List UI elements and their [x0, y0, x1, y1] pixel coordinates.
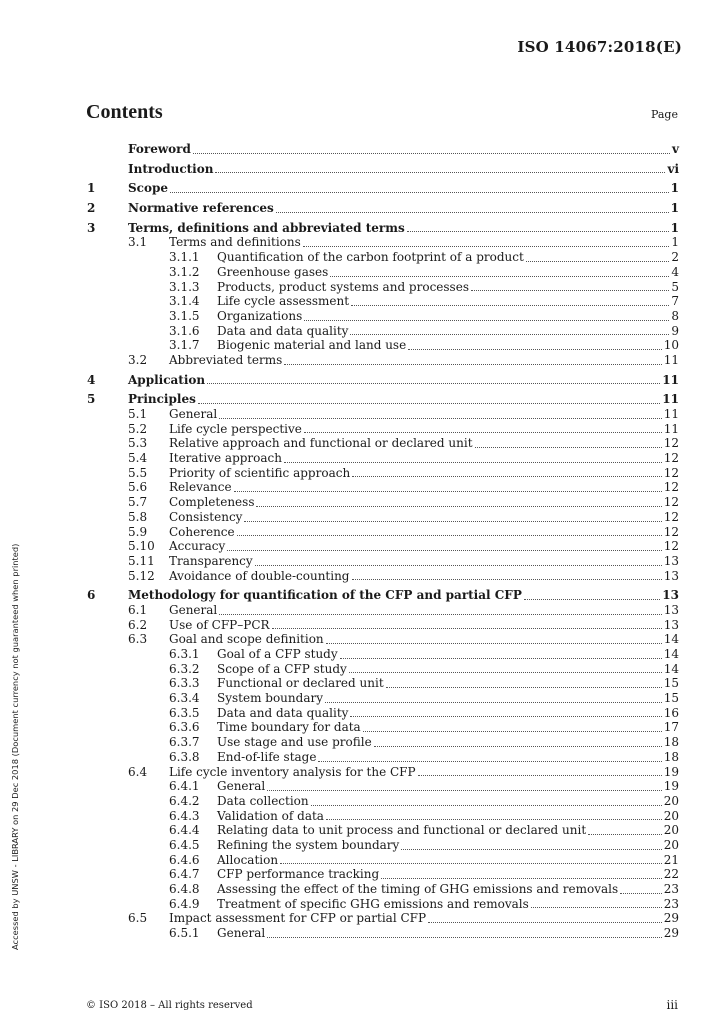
toc-entry-page[interactable]: 11 — [662, 392, 679, 407]
dot-leader — [244, 521, 661, 522]
toc-entry-title[interactable]: Application — [128, 372, 206, 387]
toc-entry-number: 5.1 — [128, 407, 148, 421]
toc-entry-page[interactable]: 20 — [663, 823, 679, 838]
toc-entry-number: 6.4.6 — [169, 852, 200, 867]
toc-entry[interactable] — [86, 451, 679, 466]
toc-entry[interactable] — [86, 510, 679, 525]
toc-entry-title[interactable]: Scope of a CFP study — [217, 661, 347, 676]
toc-entry[interactable] — [86, 436, 679, 451]
toc-entry-page[interactable]: 12 — [663, 480, 679, 495]
toc-entry-page[interactable]: 13 — [663, 568, 679, 583]
toc-entry-number: 6.2 — [128, 617, 148, 632]
toc-entry-page[interactable]: 18 — [663, 749, 679, 764]
toc-entry[interactable] — [86, 569, 679, 584]
toc-entry[interactable] — [86, 867, 679, 882]
toc-entry[interactable] — [86, 853, 679, 868]
toc-entry-number: 6.3.8 — [169, 749, 200, 764]
toc-entry-number: 5.10 — [128, 539, 155, 554]
toc-entry-page[interactable]: 7 — [671, 294, 679, 309]
toc-entry-page[interactable]: 15 — [663, 691, 679, 706]
toc-entry-page[interactable]: 11 — [663, 421, 679, 436]
toc-entry-title[interactable]: Principles — [128, 392, 196, 407]
toc-entry-page[interactable]: 4 — [671, 264, 679, 279]
toc-entry-title[interactable]: Abbreviated terms — [169, 352, 283, 367]
toc-entry[interactable] — [86, 324, 679, 339]
toc-entry-title[interactable]: Goal and scope definition — [169, 632, 324, 647]
toc-entry[interactable] — [86, 779, 679, 794]
toc-entry-page[interactable]: 11 — [663, 407, 679, 421]
toc-entry-number: 3.1.4 — [169, 294, 200, 309]
toc-entry-title[interactable]: General — [217, 779, 266, 794]
toc-entry-title[interactable]: Priority of scientific approach — [169, 465, 351, 480]
toc-entry[interactable] — [86, 720, 679, 735]
dot-leader — [304, 320, 669, 321]
toc-entry-title[interactable]: Life cycle inventory analysis for the CFP — [169, 764, 416, 779]
toc-entry-number: 6.4 — [128, 764, 148, 779]
toc-entry[interactable] — [86, 480, 679, 495]
dot-leader — [255, 565, 662, 566]
toc-entry[interactable] — [86, 221, 679, 236]
toc-entry-title[interactable]: General — [217, 926, 266, 941]
toc-entry-number: 3.1 — [128, 235, 148, 250]
toc-entry[interactable] — [86, 201, 679, 216]
toc-entry[interactable] — [86, 603, 679, 618]
toc-entry-title[interactable]: Life cycle perspective — [169, 421, 302, 436]
dot-leader — [401, 849, 661, 850]
toc-entry[interactable] — [86, 265, 679, 280]
toc-entry[interactable] — [86, 294, 679, 309]
dot-leader — [524, 599, 660, 600]
dot-leader — [349, 672, 662, 673]
dot-leader — [325, 702, 662, 703]
toc-entry-title[interactable]: Consistency — [169, 509, 243, 524]
toc-entry-title[interactable]: Use of CFP–PCR — [169, 617, 270, 632]
toc-entry-number: 6.4.2 — [169, 793, 200, 808]
toc-entry-page[interactable]: 13 — [663, 553, 679, 568]
dot-leader — [272, 628, 662, 629]
toc-entry-page[interactable]: 12 — [663, 495, 679, 510]
toc-entry[interactable] — [86, 392, 679, 407]
toc-entry-number: 5.2 — [128, 421, 148, 436]
toc-entry-page[interactable]: 29 — [663, 911, 679, 926]
toc-entry-number: 6.4.8 — [169, 882, 200, 896]
dot-leader — [340, 658, 662, 659]
dot-leader — [318, 761, 661, 762]
toc-entry[interactable] — [86, 338, 679, 353]
toc-entry[interactable] — [86, 676, 679, 691]
toc-entry-page[interactable]: 11 — [662, 372, 679, 387]
toc-entry[interactable] — [86, 926, 679, 941]
toc-entry-page[interactable]: 12 — [663, 509, 679, 524]
toc-entry-number: 5.7 — [128, 495, 148, 510]
dot-leader — [330, 276, 669, 277]
toc-entry-page[interactable]: 2 — [671, 250, 679, 265]
toc-entry-title[interactable]: Relevance — [169, 480, 232, 495]
toc-entry[interactable] — [86, 235, 679, 250]
toc-entry-number: 3.1.3 — [169, 279, 200, 294]
toc-entry-number: 6.4.9 — [169, 896, 200, 911]
toc-entry[interactable] — [86, 309, 679, 324]
toc-entry-page[interactable]: 15 — [663, 676, 679, 691]
toc-entry-title[interactable]: Quantification of the carbon footprint of a product — [217, 250, 524, 265]
contents-title: Contents — [86, 101, 163, 123]
toc-entry-number: 5.9 — [128, 524, 148, 539]
toc-entry[interactable] — [86, 466, 679, 481]
toc-entry-title[interactable]: Introduction — [128, 161, 214, 176]
dot-leader — [284, 364, 661, 365]
standard-code: ISO 14067:2018(E) — [517, 38, 682, 56]
toc-entry-number: 6.4.5 — [169, 837, 200, 852]
dot-leader — [381, 878, 662, 879]
toc-entry-page[interactable]: 11 — [663, 352, 679, 367]
toc-entry-page[interactable]: 12 — [663, 436, 679, 451]
toc-entry-page[interactable]: 12 — [663, 451, 679, 466]
toc-entry-page[interactable]: 8 — [671, 308, 679, 323]
toc-entry-number: 3.1.7 — [169, 338, 200, 353]
toc-entry-title[interactable]: Assessing the effect of the timing of GHG emissions and removals — [217, 882, 619, 896]
toc-entry-title[interactable]: CFP performance tracking — [217, 867, 380, 882]
toc-entry-title[interactable]: Time boundary for data — [217, 720, 361, 735]
dot-leader — [219, 418, 661, 419]
footer-page-number: iii — [666, 998, 678, 1012]
toc-entry-number: 3 — [87, 220, 96, 235]
access-watermark: Accessed by UNSW - LIBRARY on 29 Dec 2018 (Document currency not guaranteed when printed) — [10, 543, 20, 950]
toc-entry-title[interactable]: Data and data quality — [217, 323, 349, 338]
toc-entry-page[interactable]: 19 — [663, 764, 679, 779]
toc-entry[interactable] — [86, 525, 679, 540]
toc-entry-number: 5.6 — [128, 480, 148, 495]
dot-leader — [170, 192, 669, 193]
toc-entry[interactable] — [86, 735, 679, 750]
dot-leader — [526, 261, 670, 262]
toc-entry[interactable] — [86, 750, 679, 765]
toc-entry[interactable] — [86, 495, 679, 510]
toc-entry-number: 6 — [87, 588, 96, 603]
toc-entry-page[interactable]: 18 — [663, 735, 679, 750]
toc-entry-number: 6.4.4 — [169, 823, 200, 838]
toc-entry-number: 6.3.1 — [169, 647, 200, 661]
toc-entry-number: 6.3.3 — [169, 676, 200, 691]
toc-entry[interactable] — [86, 588, 679, 603]
toc-entry-title[interactable]: Allocation — [217, 852, 279, 867]
toc-entry-page[interactable]: 14 — [663, 632, 679, 647]
dot-leader — [284, 462, 662, 463]
toc-entry-number: 3.1.5 — [169, 308, 200, 323]
toc-entry-page[interactable]: 1 — [670, 181, 679, 196]
toc-entry-page[interactable]: 29 — [663, 926, 679, 941]
toc-entry[interactable] — [86, 882, 679, 897]
dot-leader — [407, 231, 669, 232]
dot-leader — [193, 153, 670, 154]
dot-leader — [267, 790, 661, 791]
dot-leader — [256, 506, 661, 507]
toc-entry-number: 3.1.6 — [169, 323, 200, 338]
toc-entry[interactable] — [86, 554, 679, 569]
toc-entry-number: 5.11 — [128, 553, 155, 568]
toc-entry[interactable] — [86, 838, 679, 853]
footer-copyright: © ISO 2018 – All rights reserved — [86, 1000, 253, 1011]
toc-entry-title[interactable]: General — [169, 407, 218, 421]
toc-entry[interactable] — [86, 897, 679, 912]
toc-entry-page[interactable]: 21 — [663, 852, 679, 867]
dot-leader — [276, 212, 669, 213]
toc-entry-title[interactable]: Data collection — [217, 793, 309, 808]
toc-entry[interactable] — [86, 706, 679, 721]
toc-entry-title[interactable]: Foreword — [128, 142, 191, 156]
toc-entry[interactable] — [86, 373, 679, 388]
toc-entry-title[interactable]: Transparency — [169, 553, 253, 568]
table-of-contents — [86, 142, 679, 941]
toc-entry-page[interactable]: 13 — [662, 588, 679, 603]
dot-leader — [428, 922, 662, 923]
dot-leader — [215, 172, 665, 173]
dot-leader — [620, 893, 662, 894]
toc-entry-title[interactable]: Products, product systems and processes — [217, 279, 469, 294]
dot-leader — [350, 716, 661, 717]
toc-entry-number: 6.4.1 — [169, 779, 200, 794]
toc-entry-page[interactable]: 1 — [670, 201, 679, 216]
toc-entry-number: 6.1 — [128, 602, 148, 617]
dot-leader — [352, 579, 662, 580]
toc-entry-number: 6.4.3 — [169, 808, 200, 823]
toc-entry-page[interactable]: 22 — [663, 867, 679, 882]
toc-entry[interactable] — [86, 353, 679, 368]
toc-entry-page[interactable]: 1 — [670, 220, 679, 235]
dot-leader — [471, 290, 669, 291]
toc-entry-number: 6.3.4 — [169, 691, 200, 706]
toc-entry-number: 6.3 — [128, 632, 148, 647]
toc-entry-number: 1 — [87, 181, 96, 196]
toc-entry-page[interactable]: 20 — [663, 793, 679, 808]
toc-entry-page[interactable]: 12 — [663, 524, 679, 539]
toc-entry-number: 5 — [87, 392, 96, 407]
page-column-label: Page — [650, 108, 678, 121]
toc-entry-title[interactable]: Coherence — [169, 524, 235, 539]
toc-entry-title[interactable]: Completeness — [169, 495, 255, 510]
toc-entry-page[interactable]: 12 — [663, 465, 679, 480]
toc-entry-number: 5.12 — [128, 568, 155, 583]
toc-entry-page[interactable]: 9 — [671, 323, 679, 338]
toc-entry[interactable] — [86, 911, 679, 926]
toc-entry[interactable] — [86, 142, 679, 157]
toc-entry-title[interactable]: Iterative approach — [169, 451, 282, 466]
dot-leader — [234, 491, 662, 492]
dot-leader — [198, 403, 660, 404]
dot-leader — [207, 383, 660, 384]
toc-entry-page[interactable]: 14 — [663, 647, 679, 661]
dot-leader — [267, 937, 661, 938]
dot-leader — [351, 305, 669, 306]
dot-leader — [326, 819, 662, 820]
toc-entry-number: 6.5 — [128, 911, 148, 926]
toc-entry-title[interactable]: Treatment of specific GHG emissions and removals — [217, 896, 529, 911]
toc-entry[interactable] — [86, 181, 679, 196]
toc-entry-page[interactable]: 5 — [671, 279, 679, 294]
toc-entry[interactable] — [86, 809, 679, 824]
toc-entry-title[interactable]: Life cycle assessment — [217, 294, 350, 309]
toc-entry-page[interactable]: 20 — [663, 808, 679, 823]
toc-entry[interactable] — [86, 662, 679, 677]
toc-entry-title[interactable]: Impact assessment for CFP or partial CFP — [169, 911, 427, 926]
toc-entry-title[interactable]: Organizations — [217, 308, 303, 323]
toc-entry[interactable] — [86, 539, 679, 554]
toc-entry-title[interactable]: Greenhouse gases — [217, 264, 329, 279]
toc-entry-title[interactable]: System boundary — [217, 691, 323, 706]
toc-entry-title[interactable]: Functional or declared unit — [217, 676, 384, 691]
dot-leader — [326, 643, 662, 644]
toc-entry[interactable] — [86, 162, 679, 177]
toc-entry-title[interactable]: End-of-life stage — [217, 749, 317, 764]
dot-leader — [588, 834, 662, 835]
dot-leader — [352, 476, 662, 477]
toc-entry[interactable] — [86, 647, 679, 662]
toc-entry[interactable] — [86, 422, 679, 437]
dot-leader — [374, 746, 662, 747]
toc-entry-number: 6.3.7 — [169, 735, 200, 750]
toc-entry[interactable] — [86, 691, 679, 706]
dot-leader — [303, 246, 670, 247]
toc-entry-title[interactable]: Avoidance of double-counting — [169, 568, 350, 583]
toc-entry-title[interactable]: Terms and definitions — [169, 235, 301, 250]
dot-leader — [311, 805, 662, 806]
dot-leader — [386, 687, 662, 688]
dot-leader — [237, 535, 662, 536]
toc-entry-page[interactable]: 17 — [663, 720, 679, 735]
toc-entry-page[interactable]: 19 — [663, 779, 679, 794]
toc-entry[interactable] — [86, 632, 679, 647]
toc-entry[interactable] — [86, 407, 679, 422]
toc-entry-page[interactable]: 20 — [663, 837, 679, 852]
toc-entry-number: 5.4 — [128, 451, 148, 466]
toc-entry-page[interactable]: 10 — [663, 338, 679, 353]
toc-entry-page[interactable]: 1 — [671, 235, 679, 250]
toc-entry-title[interactable]: Refining the system boundary — [217, 837, 400, 852]
toc-entry-page[interactable]: 23 — [663, 882, 679, 896]
dot-leader — [304, 432, 662, 433]
dot-leader — [280, 863, 662, 864]
toc-entry-number: 5.3 — [128, 436, 148, 451]
toc-entry-number: 3.2 — [128, 352, 148, 367]
toc-entry-title[interactable]: Goal of a CFP study — [217, 647, 338, 661]
toc-entry-number: 6.4.7 — [169, 867, 200, 882]
toc-entry[interactable] — [86, 823, 679, 838]
toc-entry-page[interactable]: 12 — [663, 539, 679, 554]
toc-entry-number: 4 — [87, 372, 96, 387]
dot-leader — [227, 550, 661, 551]
toc-entry-title[interactable]: Accuracy — [169, 539, 226, 554]
toc-entry-number: 3.1.1 — [169, 250, 200, 265]
toc-entry-number: 6.5.1 — [169, 926, 200, 941]
toc-entry[interactable] — [86, 250, 679, 265]
toc-entry-page[interactable]: 14 — [663, 661, 679, 676]
toc-entry-title[interactable]: Relating data to unit process and functional or declared unit — [217, 823, 587, 838]
toc-entry-page[interactable]: 23 — [663, 896, 679, 911]
toc-entry-number: 2 — [87, 201, 96, 216]
toc-entry-title[interactable]: Biogenic material and land use — [217, 338, 407, 353]
toc-entry-page[interactable]: 13 — [663, 617, 679, 632]
toc-entry-number: 5.8 — [128, 509, 148, 524]
toc-entry-title[interactable]: General — [169, 602, 218, 617]
toc-entry-title[interactable]: Scope — [128, 181, 169, 196]
dot-leader — [418, 775, 662, 776]
toc-entry-number: 6.3.5 — [169, 705, 200, 720]
toc-entry-title[interactable]: Relative approach and functional or declared unit — [169, 436, 473, 451]
dot-leader — [531, 907, 662, 908]
toc-entry-number: 3.1.2 — [169, 264, 200, 279]
dot-leader — [475, 447, 662, 448]
toc-entry-number: 6.3.6 — [169, 720, 200, 735]
dot-leader — [363, 731, 662, 732]
toc-entry[interactable] — [86, 280, 679, 295]
toc-entry-page[interactable]: v — [672, 142, 679, 156]
toc-entry-page[interactable]: vi — [667, 161, 679, 176]
dot-leader — [350, 334, 669, 335]
toc-entry-title[interactable]: Use stage and use profile — [217, 735, 372, 750]
toc-entry-page[interactable]: 13 — [663, 602, 679, 617]
dot-leader — [219, 614, 661, 615]
toc-entry-title[interactable]: Terms, definitions and abbreviated terms — [128, 220, 405, 235]
toc-entry-title[interactable]: Methodology for quantification of the CFP and partial CFP — [128, 588, 522, 603]
toc-entry-number: 5.5 — [128, 465, 148, 480]
toc-entry-title[interactable]: Normative references — [128, 201, 274, 216]
toc-entry[interactable] — [86, 618, 679, 633]
toc-entry-title[interactable]: Data and data quality — [217, 705, 349, 720]
toc-entry-number: 6.3.2 — [169, 661, 200, 676]
dot-leader — [408, 349, 662, 350]
toc-entry-title[interactable]: Validation of data — [217, 808, 324, 823]
toc-entry[interactable] — [86, 765, 679, 780]
toc-entry-page[interactable]: 16 — [663, 705, 679, 720]
toc-entry[interactable] — [86, 794, 679, 809]
